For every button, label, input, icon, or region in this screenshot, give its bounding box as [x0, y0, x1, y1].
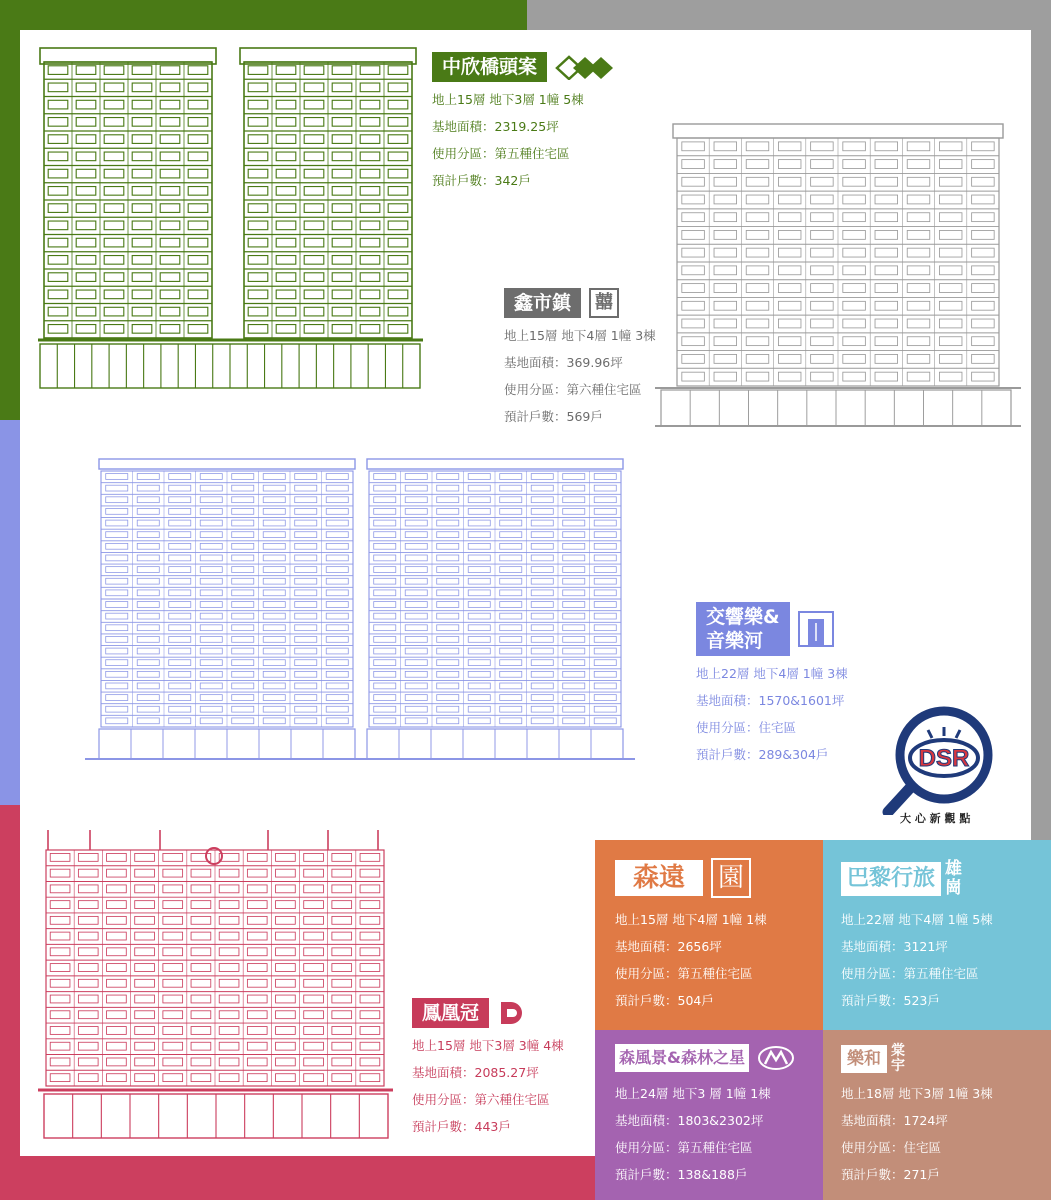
zhongxin-floors: 地上15層 地下3層 1幢 5棟 [432, 92, 584, 107]
senyuan-units: 預計戶數：504戶 [615, 993, 714, 1008]
jiaoxiang-title-line1: 交響樂& [706, 606, 780, 628]
senfeng-floors: 地上24層 地下3 層 1幢 1棟 [615, 1086, 771, 1101]
tile-bali [823, 840, 1051, 1030]
xinshi-area: 基地面積：369.96坪 [504, 355, 623, 370]
building-zhongxin [38, 44, 423, 390]
building-xinshi [655, 120, 1021, 430]
jiaoxiang-title-line2: 音樂河 [706, 630, 764, 652]
senyuan-zoning: 使用分區：第五種住宅區 [615, 966, 753, 981]
lehe-area: 基地面積：1724坪 [841, 1113, 948, 1128]
senfeng-area: 基地面積：1803&2302坪 [615, 1113, 764, 1128]
bali-logo-icon: 雄崗 [945, 859, 963, 898]
fenghuang-floors: 地上15層 地下3層 3幢 4棟 [412, 1038, 564, 1053]
jiaoxiang-logo-icon [798, 611, 834, 647]
info-zhongxin [432, 52, 617, 194]
fenghuang-units: 預計戶數：443戶 [412, 1119, 511, 1134]
senyuan-logo-icon: 園 [711, 858, 751, 898]
senfeng-title: 森風景&森林之星 [615, 1044, 749, 1072]
jiaoxiang-zoning: 使用分區：住宅區 [696, 720, 797, 735]
tile-senyuan [595, 840, 823, 1030]
fenghuang-title: 鳳凰冠 [412, 998, 489, 1028]
fenghuang-area: 基地面積：2085.27坪 [412, 1065, 539, 1080]
lehe-units: 預計戶數：271戶 [841, 1167, 940, 1182]
jiaoxiang-area: 基地面積：1570&1601坪 [696, 693, 845, 708]
senyuan-area: 基地面積：2656坪 [615, 939, 722, 954]
senyuan-title: 森遠 [615, 860, 703, 896]
info-fenghuang [412, 998, 564, 1140]
jiaoxiang-title [696, 602, 790, 656]
lehe-floors: 地上18層 地下3層 1幢 3棟 [841, 1086, 993, 1101]
zhongxin-title: 中欣橋頭案 [432, 52, 547, 82]
lehe-title: 樂和 [841, 1045, 887, 1073]
dsr-logo [880, 700, 1010, 830]
senfeng-units: 預計戶數：138&188戶 [615, 1167, 748, 1182]
xinshi-logo-icon: 囍 [589, 288, 619, 318]
fenghuang-zoning: 使用分區：第六種住宅區 [412, 1092, 550, 1107]
info-jiaoxiang [696, 602, 848, 768]
bali-title: 巴黎行旅 [841, 862, 941, 896]
bali-units: 預計戶數：523戶 [841, 993, 940, 1008]
bali-area: 基地面積：3121坪 [841, 939, 948, 954]
xinshi-title: 鑫市鎮 [504, 288, 581, 318]
bali-zoning: 使用分區：第五種住宅區 [841, 966, 979, 981]
dsr-caption: 大 心 新 觀 點 [900, 812, 971, 825]
xinshi-floors: 地上15層 地下4層 1幢 3棟 [504, 328, 656, 343]
lehe-logo-icon: 棠宇 [891, 1043, 905, 1074]
zhongxin-units: 預計戶數：342戶 [432, 173, 531, 188]
lehe-zoning: 使用分區：住宅區 [841, 1140, 942, 1155]
building-fenghuang [38, 820, 393, 1142]
senfeng-logo-icon [757, 1045, 795, 1071]
zhongxin-area: 基地面積：2319.25坪 [432, 119, 559, 134]
fenghuang-logo-icon [497, 999, 525, 1027]
tile-lehe [823, 1030, 1051, 1200]
building-jiaoxiang [85, 447, 635, 763]
senfeng-zoning: 使用分區：第五種住宅區 [615, 1140, 753, 1155]
zhongxin-zoning: 使用分區：第五種住宅區 [432, 146, 570, 161]
bali-floors: 地上22層 地下4層 1幢 5棟 [841, 912, 993, 927]
jiaoxiang-units: 預計戶數：289&304戶 [696, 747, 829, 762]
dsr-logo-text: DSR [918, 745, 970, 772]
xinshi-zoning: 使用分區：第六種住宅區 [504, 382, 642, 397]
info-xinshi [504, 288, 656, 430]
senyuan-floors: 地上15層 地下4層 1幢 1棟 [615, 912, 767, 927]
xinshi-units: 預計戶數：569戶 [504, 409, 603, 424]
tile-senfeng [595, 1030, 823, 1200]
jiaoxiang-floors: 地上22層 地下4層 1幢 3棟 [696, 666, 848, 681]
mountain-logo-icon [555, 54, 617, 80]
